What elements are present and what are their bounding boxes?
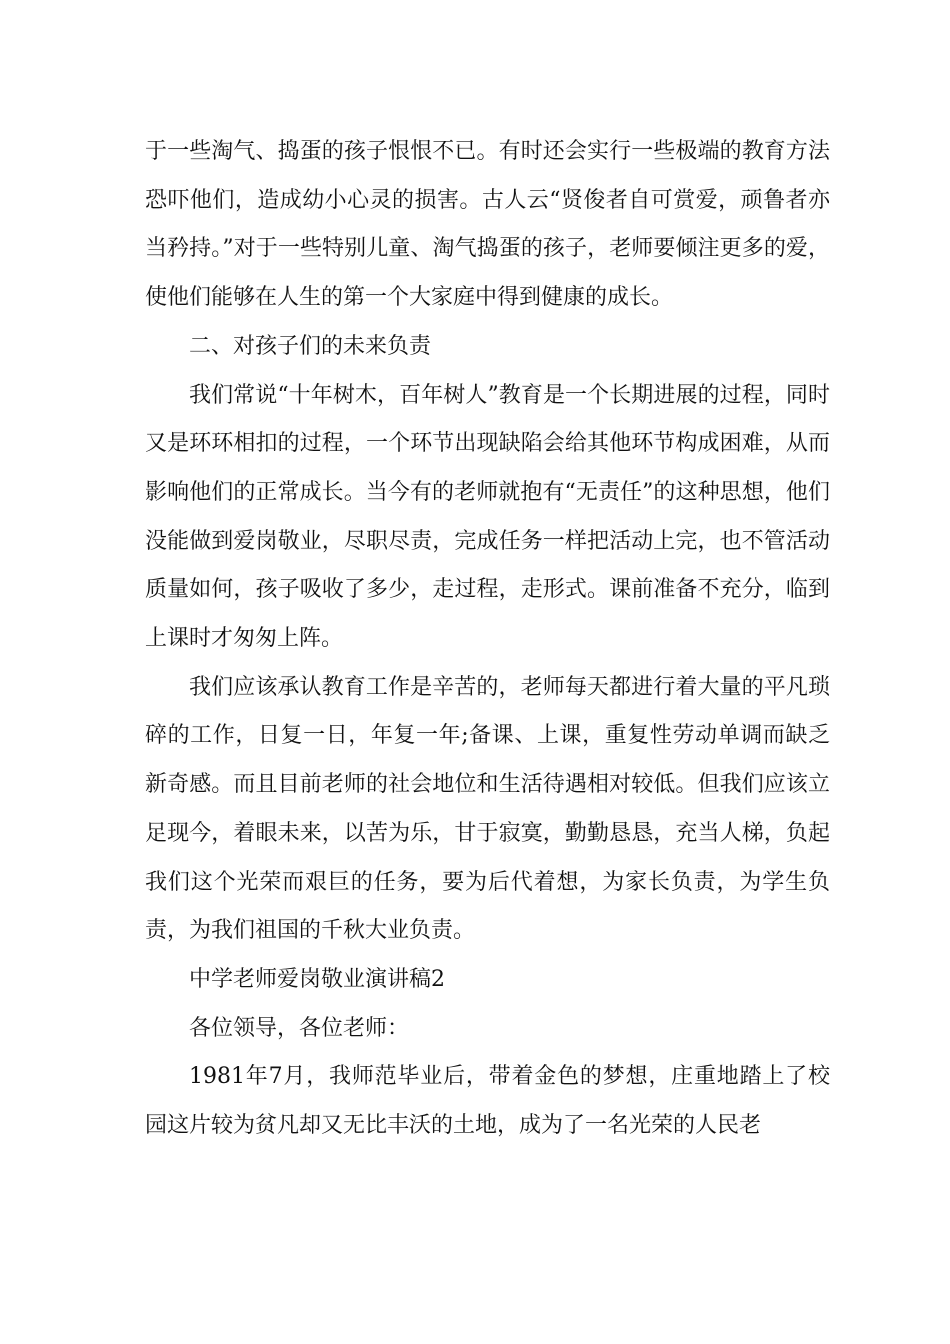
paragraph-career-start: 1981年7月，我师范毕业后，带着金色的梦想，庄重地踏上了校园这片较为贫凡却又无比丰沃的土地，成为了一名光荣的人民老 xyxy=(145,1064,830,1139)
document-page xyxy=(145,128,830,1151)
paragraph-teacher-hardship: 我们应该承认教育工作是辛苦的，老师每天都进行着大量的平凡琐碎的工作，日复一日，年复一年;备课、上课，重复性劳动单调而缺乏新奇感。而且目前老师的社会地位和生活待遇相对较低。但我们应该立足现今，着眼未来，以苦为乐，甘于寂寞，勤勤恳恳，充当人梯，负起我们这个光荣而艰巨的任务，要为后代着想，为家长负责，为学生负责，为我们祖国的千秋大业负责。 xyxy=(145,674,830,944)
speech-title-2: 中学老师爱岗敬业演讲稿2 xyxy=(189,966,445,992)
speech-salutation: 各位领导，各位老师： xyxy=(189,1015,410,1041)
section-heading-responsibility: 二、对孩子们的未来负责 xyxy=(189,333,432,359)
paragraph-continuation: 于一些淘气、捣蛋的孩子恨恨不已。有时还会实行一些极端的教育方法恐吓他们，造成幼小心灵的损害。古人云“贤俊者自可赏爱，顽鲁者亦当矜持。”对于一些特别儿童、淘气捣蛋的孩子，老师要倾注更多的爱，使他们能够在人生的第一个大家庭中得到健康的成长。 xyxy=(145,139,830,311)
paragraph-education-process: 我们常说“十年树木，百年树人”教育是一个长期进展的过程，同时又是环环相扣的过程，一个环节出现缺陷会给其他环节构成困难，从而影响他们的正常成长。当今有的老师就抱有“无责任”的这种思想，他们没能做到爱岗敬业，尽职尽责，完成任务一样把活动上完，也不管活动质量如何，孩子吸收了多少，走过程，走形式。课前准备不充分，临到上课时才匆匆上阵。 xyxy=(145,382,830,652)
